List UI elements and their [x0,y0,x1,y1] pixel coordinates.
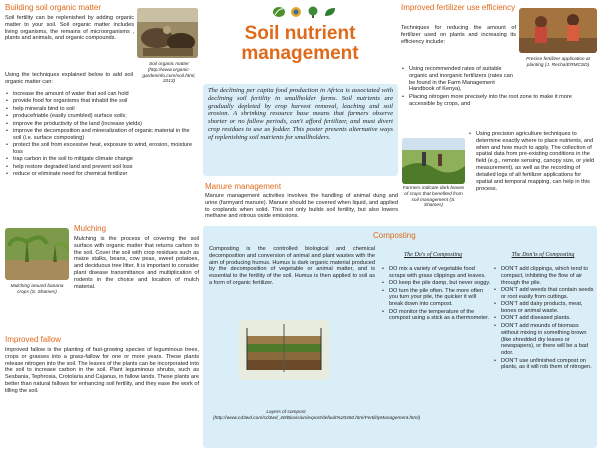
logo-green-leaf-2-icon [323,6,337,18]
precision-list [468,131,597,193]
manure-body: Manure management activities involves the handling of animal dung and urine (farmyard manure). Manure should be covered when liquid, and applied to croplands when solid. This not only builds soil fertility, but also lowers methane and nitrous oxide emissions. [205,193,398,220]
list-item: • provide food for organisms that inhabit the soil [5,98,199,105]
list-item: • DON'T add diseased plants. [493,315,594,322]
building-soil-title: Building soil organic matter [5,3,102,12]
list-item: • Using precision agriculture techniques to determine exactly where to place nutrients, and when and how much to apply. The collection of spatial data from pre-existing conditions in the field (e.g., remote sensing, canopy size, or yield measurement), as well as the recording of detailed logs of all fertilizer applications for spatial and temporal mapping, can help in this process. [468,131,597,192]
fertilizer-image-caption: Precise fertilizer application at planting (J. Recha/ERMCSD) [526,57,590,68]
benefits-list [5,91,199,179]
list-item: • DO keep the pile damp, but never soggy. [381,280,491,287]
list-item: • Placing nitrogen more precisely into the root zone to make it more accessible by crops, and [401,94,597,108]
poster-title-line2: management [241,42,359,64]
list-item: • DO turn the pile often. The more often you turn your pile, the quicker it will break down into compost. [381,288,491,308]
composting-panel [203,226,597,448]
compost-image-caption: Layers of compost (http://www.cd3wd.com/cd3wd_40/Biovision/export/default%20460.htm/FertilityManagement.html) [213,410,421,421]
fallow-title: Improved fallow [5,335,62,344]
donts-title: The Don'ts of Composting [511,252,575,258]
fertilizer-title: Improved fertilizer use efficiency [401,3,516,12]
list-item: • reduce or eliminate need for chemical fertilizer [5,171,199,178]
list-item: • protect the soil from excessive heat, exposure to wind, erosion, moisture loss [5,142,199,156]
techniques-intro: Using the techniques explained below to add soil organic matter can: [5,72,133,85]
mulching-photo [5,228,69,280]
fallow-body: Improved fallow is the planting of fast-growing species of leguminous trees, crops or grasses into a grass-fallow for one or more years. These plants release nitrogen into the soil. The leaves of the plants can be incorporated into the soil to increase carbon in the soil. Plant leguminous shrubs, such as Sesbania, Tephrosia, Crotolaria and Cajanus, in fallow lands. These plants are better than natural fallows for enhancing soil fertility, and they ease the work of tilling the soil. [5,347,199,394]
logo-cgiar-icon [289,6,303,18]
soil-image-icon [137,8,198,58]
list-item: • improve the productivity of the land (increase yields) [5,121,199,128]
intro-text: The declining per capita food production in Africa is associated with declining soil fertility in smallholder farms. Soil nutrients are gradually depleted by crop harvest removal, leaching and soil erosion. A shrinking resource base means that farmers observe shorter or no fallow periods, can't afford fertilizer, and must divert crop residues to use as fodder. This poster presents alternative ways of replenishing soil nutrients for smallholders. [208,87,393,141]
mulching-body: Mulching is the process of covering the soil surface with organic matter that returns carbon to the soil. Cover the soil with crop residues such as maize stalks, beans, cow peas, sweet potatoes, and deciduous tree litter. It is important to consider plant disease transmittance and multiplication of rodents in the choice and location of mulch material. [74,236,199,290]
soil-image-caption: Soil organic matter (http://www.organic-gardeninfo.com/soil.html, 2013) [142,62,196,85]
list-item: • DON'T add dairy products, meat, bones or animal waste. [493,301,594,315]
farmers-photo [402,138,465,184]
list-item: • producefriable (easily crumbled) surface soils; [5,113,199,120]
logo-green-leaf-icon [272,6,286,18]
list-item: • help restore degraded land and prevent soil loss [5,164,199,171]
list-item: • help minerals bind to soil [5,106,199,113]
fertilizer-photo [519,8,597,53]
mulching-title: Mulching [74,224,107,233]
list-item: • DON'T add clippings, which tend to compact, inhibiting the flow of air through the pile. [493,266,594,286]
banana-crop-icon [5,228,69,280]
logo-tree-icon [306,6,320,18]
composting-body: Composting is the controlled biological and chemical decomposition and conversion of animal and plant wastes with the aim of producing humus. Humus is dark organic material produced by the decomposition of vegetable or animal matter, and is essential to the fertility of the soil. Humus is then applied to soil as a form of organic fertilizer. [209,246,375,287]
dos-title: The Do's of Composting [403,252,463,258]
poster-title-line1: Soil nutrient [244,23,356,44]
poster-title [208,24,392,64]
logo-row [268,6,340,20]
list-item: • Using recommended rates of suitable organic and inorganic fertilizers (rates can be found in the Farm Management Handbook of Kenya), [401,66,514,93]
list-item: • increase the amount of water that soil can hold [5,91,199,98]
list-item: • improve the decomposition and mineralization of organic material in the soil (i.e. surface composting) [5,128,199,142]
fertilizer-list [401,66,597,108]
list-item: • DON'T use unfinished compost on plants, as it will rob them of nitrogen. [493,358,594,372]
soil-organic-matter-photo [137,8,198,58]
building-soil-intro: Soil fertility can be replenished by adding organic matter to your soil. Soil organic matter includes living organisms, the remains of microorganisms , plants and animals, and organic compounds. [5,15,134,42]
list-item: • DON'T add mounds of biomass without mixing in something brown (like shredded dry leaves or newspapers), or there will be a bad odor. [493,323,594,357]
donts-list [493,266,594,372]
fertilizer-application-icon [519,8,597,53]
list-item: • DON'T add weeds that contain seeds or root easily from cuttings. [493,287,594,301]
list-item: • trap carbon in the soil to mitigate climate change [5,156,199,163]
farmers-field-icon [402,138,465,184]
list-item: • DO mix a variety of vegetable food scraps with grass clippings and leaves. [381,266,491,280]
intro-box [203,84,398,176]
composting-title: Composting [373,231,416,240]
manure-title: Manure management [205,182,282,191]
compost-layers-diagram [239,320,329,380]
compost-layers-icon [239,320,329,380]
farmers-image-caption: Farmers indicate dark leaves of crops that benefited from soil management (S. Shames) [402,186,465,209]
dos-list [381,266,491,323]
list-item: • DO monitor the temperature of the compost using a stick as a thermometer. [381,309,491,323]
mulching-image-caption: Mulching around banana crops (S. Shames) [10,284,64,295]
fertilizer-intro: Techniques for reducing the amount of fertilizer used on plants and increasing its efficiency include: [401,25,516,45]
